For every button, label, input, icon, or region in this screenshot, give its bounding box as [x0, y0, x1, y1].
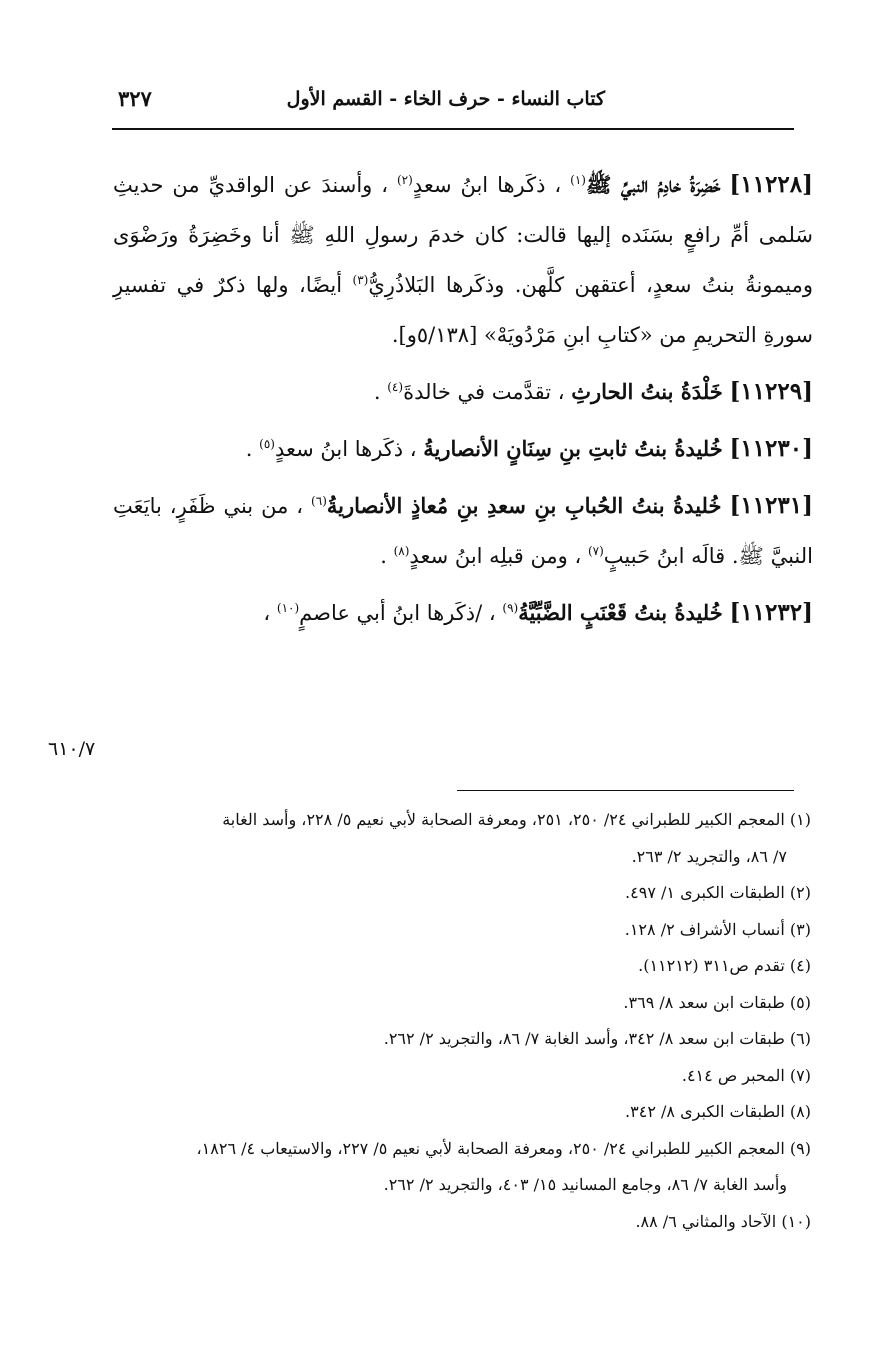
footnote-text: الطبقات الكبرى ٨/ ٣٤٢.: [625, 1102, 785, 1121]
footnote-text: المحبر ص ٤١٤.: [681, 1065, 785, 1085]
footnote-number: (٦): [789, 1029, 811, 1048]
footnote-ref: (٣): [352, 273, 369, 287]
footnote-ref: (٢): [396, 173, 413, 187]
entry-text: ، تقدَّمت في خالدةَ: [403, 380, 565, 404]
footnote-number: (١٠): [781, 1211, 811, 1231]
entry-name: خُليدةُ بنتُ الحُبابِ بنِ سعدِ بنِ مُعاذٍ الأنصاريةُ: [326, 493, 722, 518]
footnote-number: (١): [789, 810, 811, 829]
entry-11232: [113, 588, 813, 638]
entry-name: خُليدةُ بنتُ قَعْنَبٍ الضَّبِّيَّةُ: [518, 600, 723, 625]
footnote-text: طبقات ابن سعد ٨/ ٣٦٩.: [623, 992, 785, 1012]
footnote-number: (٧): [789, 1065, 811, 1085]
footnote-1-continued: [91, 839, 811, 876]
footnote-ref: (١): [570, 173, 586, 187]
footnote-2: [91, 875, 811, 912]
footnote-ref: (٦): [311, 494, 327, 508]
entry-name: خَلْدَةُ بنتُ الحارثِ: [571, 379, 723, 404]
footnote-number: (٣): [789, 919, 811, 939]
entry-number: [١١٢٣١]: [729, 492, 813, 519]
footnote-9: [91, 1131, 811, 1168]
footnote-number: (٤): [789, 956, 811, 975]
footnote-text: وأسد الغابة ٧/ ٨٦، وجامع المسانيد ١٥/ ٤٠٣، والتجريد ٢/ ٢٦٢.: [383, 1175, 787, 1194]
footnote-ref: (١٠): [276, 601, 300, 615]
footnote-ref: (٤): [387, 380, 404, 394]
footnote-text: الطبقات الكبرى ١/ ٤٩٧.: [625, 883, 785, 902]
entry-text: ،: [263, 601, 271, 625]
footnote-6: [91, 1021, 811, 1058]
footnote-text: طبقات ابن سعد ٨/ ٣٤٢، وأسد الغابة ٧/ ٨٦، والتجريد ٢/ ٢٦٢.: [383, 1029, 785, 1048]
footnote-rule: [457, 790, 794, 791]
entry-text: ، ذكَرها ابنُ سعدٍ: [274, 437, 417, 461]
footnote-4: [91, 948, 811, 985]
footnote-3: [91, 912, 811, 949]
footnote-5: [91, 985, 811, 1022]
entry-text: ، ومن قبلِه ابنُ سعدٍ: [409, 544, 582, 568]
page-number: ٣٢٧: [118, 86, 152, 111]
footnote-1: [91, 802, 811, 839]
footnote-10: [91, 1204, 811, 1241]
footnote-text: الآحاد والمثاني ٦/ ٨٨.: [635, 1211, 777, 1231]
margin-page-reference: ٦١٠/٧: [48, 738, 96, 760]
footnote-9-continued: [91, 1167, 811, 1204]
entry-number: [١١٢٣٢]: [729, 599, 813, 626]
entry-text: ، وأسندَ عن الواقديِّ من حديثِ سَلمى أمِّ رافعٍ بسَنَده إليها قالت: كان خدمَ رسولِ اللهِ ﷺ أنا وخَضِرَةُ ورَضْوَى وميمونةُ بنتُ سعدٍ، أعتقهن كلَّهن. وذكَرها البَلاذُرِيُّ: [113, 173, 813, 297]
footnote-number: (٢): [789, 883, 811, 902]
entry-number: [١١٢٣٠]: [729, 435, 813, 462]
main-text: [113, 160, 813, 645]
footnote-ref: (٩): [502, 601, 519, 615]
footnotes: [91, 802, 811, 1240]
entry-text: ، من بني ظَفَرٍ، بايَعَتِ النبيَّ ﷺ. قالَه ابنُ حَبيبٍ: [113, 494, 813, 568]
footnote-8: [91, 1094, 811, 1131]
entry-11230: [113, 424, 813, 474]
entry-text: .: [380, 544, 387, 568]
entry-text: .: [245, 437, 253, 461]
entry-11229: [113, 367, 813, 417]
footnote-text: المعجم الكبير للطبراني ٢٤/ ٢٥٠، ٢٥١، ومعرفة الصحابة لأبي نعيم ٥/ ٢٢٨، وأسد الغابة: [222, 810, 785, 829]
entry-name: خَضِرَةُ خادِمُ النبيِّ ﷺ: [585, 172, 721, 197]
entry-text: أيضًا، ولها ذكرٌ في تفسيرِ سورةِ التحريمِ من «كتابِ ابنِ مَرْدُويَهْ» [٥/١٣٨و].: [113, 273, 813, 347]
footnote-text: ٧/ ٨٦، والتجريد ٢/ ٢٦٣.: [631, 846, 787, 866]
footnote-ref: (٨): [393, 544, 410, 558]
running-header-title: كتاب النساء - حرف الخاء - القسم الأول: [286, 88, 605, 110]
footnote-number: (٨): [789, 1102, 811, 1121]
header-rule: [112, 128, 794, 130]
footnote-text: تقدم ص٣١١ (١١٢١٢).: [638, 956, 785, 975]
entry-number: [١١٢٢٩]: [729, 378, 813, 405]
entry-name: خُليدةُ بنتُ ثابتِ بنِ سِنَانٍ الأنصاريةُ: [423, 436, 723, 461]
footnote-ref: (٥): [259, 437, 275, 451]
entry-11228: [113, 160, 813, 360]
footnote-number: (٥): [789, 992, 811, 1012]
entry-number: [١١٢٢٨]: [729, 171, 813, 198]
footnote-ref: (٧): [587, 544, 604, 558]
entry-text: ، /ذكَرها ابنُ أبي عاصمٍ: [299, 601, 496, 625]
footnote-text: المعجم الكبير للطبراني ٢٤/ ٢٥٠، ومعرفة الصحابة لأبي نعيم ٥/ ٢٢٧، والاستيعاب ٤/ ١٨٢٦،: [196, 1138, 785, 1158]
footnote-text: أنساب الأشراف ٢/ ١٢٨.: [624, 919, 785, 939]
entry-text: .: [373, 380, 381, 404]
entry-text: ، ذكَرها ابنُ سعدٍ: [412, 173, 562, 197]
footnote-7: [91, 1058, 811, 1095]
footnote-number: (٩): [789, 1138, 811, 1158]
entry-11231: [113, 481, 813, 581]
